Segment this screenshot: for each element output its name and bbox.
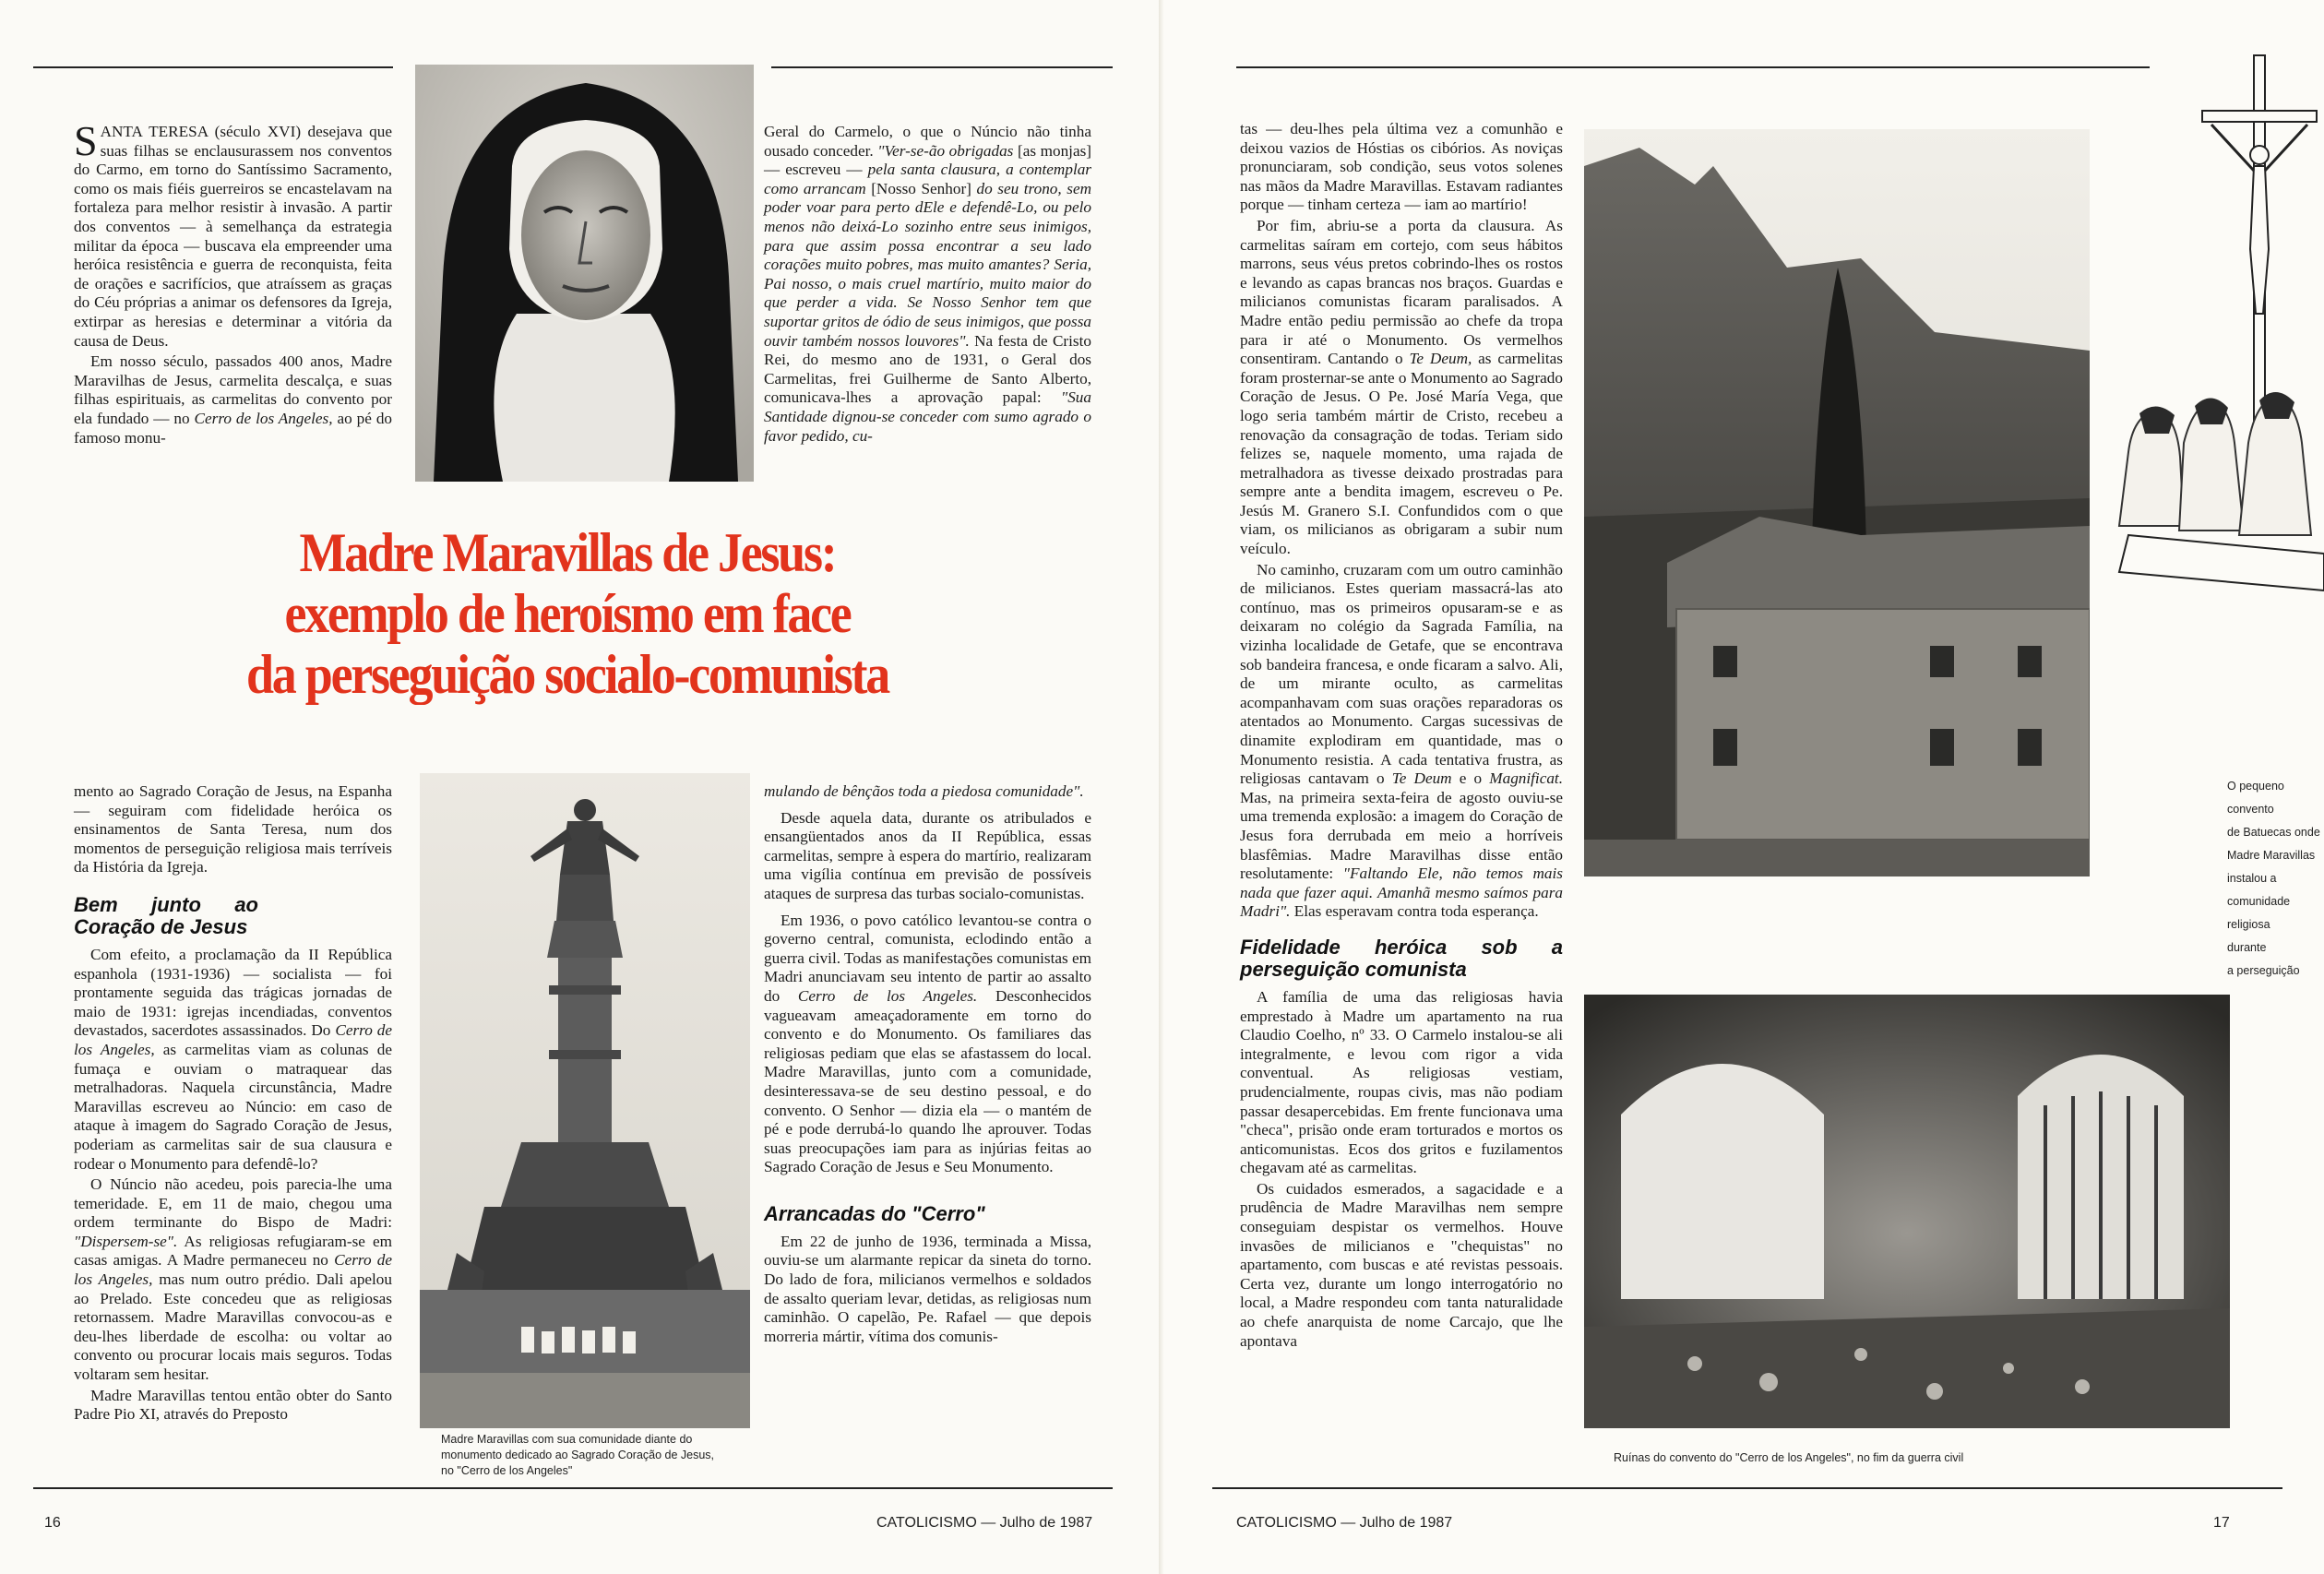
te-deum-emphasis-2: Te Deum xyxy=(1391,769,1452,788)
right-paragraph-1-end: as carmelitas foram prosternar-se ante o Monumento ao Sagrado Coração de Jesus. O Pe. José María Vega, que logo seria também mártir de Cristo, recebeu a renovação da consagração de todas. Teriam sido felizes se, naquele momento, uma rajada de metralhadora as tivesse deixado prostradas para sempre ante a bendita imagem, escreveu o Pe. Jesús M. Granero S.I. Confundidos com o que viam, os milicianos as obrigaram a subir num veículo. xyxy=(1240,350,1563,558)
col3-quote-2: pela santa clausura, a contemplar como arrancam xyxy=(764,161,1091,197)
col3-quote-4: "Sua Santidade dignou-se conceder com sumo agrado o favor pedido, cu- xyxy=(764,388,1091,445)
convent-caption-line-5: comunidade religiosa xyxy=(2227,895,2291,931)
place-name-emphasis: Cerro de los Angeles, xyxy=(194,409,333,427)
body-col1-paragraph-2-end: mas num outro prédio. Dali apelou ao Prelado. Este concedeu que as religiosas retornassem. Madre Maravillas convocou-as e deu-lhes liberdade de escolha: ou voltar ao convento ou procurar locais mais seguros. Todas voltaram sem hesitar. xyxy=(74,1270,392,1384)
body-col1-paragraph-2-mid: As religiosas refugiaram-se em casas amigas. A Madre permaneceu no xyxy=(74,1232,392,1270)
top-rule-left-1 xyxy=(33,66,393,68)
convent-caption xyxy=(2227,775,2324,983)
intro-paragraph-1: ANTA TERESA (século XVI) desejava que suas filhas se enclausurassem nos conventos do Carmo, em torno do Santíssimo Sacramento, como os mais fiéis guerreiros se encastelavam na fortaleza para melhor resistir à invasão. A partir dos conventos — à semelhança da estrategia militar da época — buscava ela empreender uma heróica resistência e guerra de reconquista, feita de orações e sacrifícios, que atraíssem as graças do Céu próprias a animar os defensores da Igreja, extirpar as heresias e determinar a vitória da causa de Deus. xyxy=(74,123,392,350)
te-deum-emphasis: Te Deum, xyxy=(1409,350,1472,368)
intro-column-1 xyxy=(74,117,393,447)
body-col1-paragraph-1: Com efeito, a proclamação da II República espanhola (1931-1936) — socialista — foi prontamente seguida das trágicas jornadas de maio de 1931: igrejas incendiadas, conventos devastados, sacerdotes assassinados. Do xyxy=(74,945,392,1040)
crucifix-with-nuns-illustration xyxy=(2092,37,2324,600)
headline-line-2: exemplo de heroísmo em face xyxy=(284,583,851,644)
article-headline xyxy=(182,522,954,705)
right-column-1 xyxy=(1240,120,1563,1351)
body-col3-paragraph-2-end: Desconhecidos vagueavam ameaçadoramente em torno do convento e do Monumento. Os familiares das religiosas pediam que elas se afastassem do local. Madre Maravillas, junto com a comunidade, desinteressava-se de seu destino pessoal, e do convento. O Senhor — dizia ela — o mantém de pé e pode derrubá-lo quando lhe aprouver. Todas suas preocupações iam para as injúrias feitas ao Sagrado Coração de Jesus e Seu Monumento. xyxy=(764,986,1091,1176)
place-name-emphasis-4: Cerro de los Angeles. xyxy=(797,986,978,1005)
body-col3-paragraph-1: Desde aquela data, durante os atribulados e ensangüentados anos da II República, essas carmelitas, sempre à espera do martírio, realizaram uma vigília contínua em previsão de possíveis ataques de surpresa das turbas socialo-comunistas. xyxy=(764,808,1091,902)
drop-cap: S xyxy=(74,117,98,164)
col3-text-a: Geral do Carmelo, o que o Núncio não tinha ousado conceder. xyxy=(764,123,1091,160)
headline-line-1: Madre Maravillas de Jesus: xyxy=(299,522,836,583)
intro-column-3 xyxy=(764,123,1091,446)
convent-caption-line-1: O pequeno convento xyxy=(2227,780,2284,816)
convent-caption-line-4: instalou a xyxy=(2227,872,2277,885)
place-name-emphasis-2: Cerro de los Angeles, xyxy=(74,1021,392,1058)
place-name-emphasis-3: Cerro de los Angeles, xyxy=(74,1251,392,1289)
body-column-3 xyxy=(764,782,1091,1346)
right-paragraph-2: No caminho, cruzaram com um outro caminhão de milicianos. Estes queriam massacrá-las ato contínuo, mas os primeiros opusaram-se e as deixaram no colégio da Sagrada Família, na vizinha localidade de Getafe, que se encontrava sob bandeira francesa, e onde ficaram a salvo. Ali, de um mirante oculto, as carmelitas acompanhavam com suas orações reparadoras os atentados ao Monumento. Cargas sucessivas de dinamite explodiram em quantidade, mas o Monumento resistia. A cada tentativa frustra, as religiosas cantavam o xyxy=(1240,560,1563,788)
col3-quote-3: do seu trono, sem poder voar para perto dEle e defendê-Lo, ou pelo menos não deixá-Lo sozinho entre seus inimigos, para que assim possa encontrar a seu lado corações muito pobres, mas muito amantes? Seria, Pai nosso, o mais cruel martírio, muito maior do que perder a vida. Se Nosso Senhor tem que suportar gritos de ódio de seus inimigos, que possa ouvir também nossos louvores". xyxy=(764,179,1091,350)
page-number-left: 16 xyxy=(44,1515,61,1531)
page-number-right: 17 xyxy=(2213,1515,2230,1531)
intro-paragraph-2: Em nosso século, passados 400 anos, Madre Maravilhas de Jesus, carmelita descalça, e suas filhas espirituais, as carmelitas do convento por ela fundado — no xyxy=(74,352,392,427)
top-rule-right xyxy=(1236,66,2150,68)
body-col3-paragraph-2: Em 1936, o povo católico levantou-se contra o governo central, comunista, eclodindo então a guerra civil. Todas as manifestações comunistas em Madri anunciavam seu intento de partir ao assalto do xyxy=(764,911,1092,1005)
body-col1-paragraph-3: Madre Maravillas tentou então obter do Santo Padre Pio XI, através do Preposto xyxy=(74,1386,392,1424)
right-paragraph-1: Por fim, abriu-se a porta da clausura. As carmelitas saíram em cortejo, com seus hábitos marrons, seus véus pretos cobrindo-lhes os rostos e levando as capas brancas nos braços. Guardas e milicianos comunistas ficaram paralisados. A Madre então pediu permissão ao chefe da tropa para ir até o Monumento. Os vermelhos consentiram. Cantando o xyxy=(1240,216,1563,368)
top-rule-left-2 xyxy=(771,66,1113,68)
magnificat-emphasis: Magnificat. xyxy=(1489,769,1564,788)
body-col1-paragraph-1-end: as carmelitas viam as colunas de fumaça e ouviam o matraquear das metralhadoras. Naquela circunstância, Madre Maravillas escreveu ao Núncio: em caso de ataque à imagem do Sagrado Coração de Jesus, poderiam as carmelitas sair de sua clausura e rodear o Monumento para defendê-lo? xyxy=(74,1040,392,1173)
ruins-caption: Ruínas do convento do "Cerro de los Angeles", no fim da guerra civil xyxy=(1614,1451,1964,1464)
subhead-fidelidade: Fidelidade heróica sob a perseguição comunista xyxy=(1240,935,1563,981)
col3-text-b: [as monjas] — escreveu — xyxy=(764,141,1091,179)
monument-caption: Madre Maravillas com sua comunidade diante do monumento dedicado ao Sagrado Coração de Jesus, no "Cerro de los Angeles" xyxy=(441,1433,715,1477)
right-paragraph-2-mid: Mas, na primeira sexta-feira de agosto ouviu-se uma tremenda explosão: a imagem do Coração de Jesus fora derrubada em meio a horríveis blasfêmias. Madre Maravilhas disse então resolutamente: xyxy=(1240,788,1563,883)
faltando-ele-quote: "Faltando Ele, não temos mais nada que fazer aqui. Amanhã mesmo saímos para Madri". xyxy=(1240,865,1563,921)
right-page xyxy=(1164,0,2324,1574)
dispersem-quote: "Dispersem-se". xyxy=(74,1232,178,1250)
body-column-1 xyxy=(74,782,392,1425)
convent-caption-line-7: a perseguição xyxy=(2227,964,2300,977)
nun-portrait-photo xyxy=(415,65,754,482)
body-col3-paragraph-3: Em 22 de junho de 1936, terminada a Missa, ouviu-se um alarmante repicar da sineta do torno. Do lado de fora, milicianos vermelhos e soldados de assalto queriam levar, detidas, as religiosas num caminhão. O capelão, Pe. Rafael — que depois morreria mártir, vítima dos comunis- xyxy=(764,1232,1091,1345)
col3-quote-1: "Ver-se-ão obrigadas xyxy=(877,141,1014,160)
col3-text-c: [Nosso Senhor] xyxy=(865,179,977,197)
right-paragraph-3: A família de uma das religiosas havia emprestado à Madre um apartamento na rua Claudio Coelho, nº 33. O Carmelo instalou-se ali integralmente, e levou com rigor a vida conventual. As religiosas vestiam, prudencialmente, roupas civis, mas não podiam passar desapercebidas. Em frente funcionava uma "checa", prisão onde eram torturados e mortos os anticomunistas. Ecos dos gritos e fuzilamentos chegavam até as carmelitas. xyxy=(1240,987,1563,1177)
convent-ruins-photo xyxy=(1584,995,2230,1428)
body-col1-paragraph-0: mento ao Sagrado Coração de Jesus, na Espanha — seguiram com fidelidade heróica os ensinamentos de Santa Teresa, num dos momentos de perseguição religiosa mais terríveis da História da Igreja. xyxy=(74,782,392,876)
convent-caption-line-6: durante xyxy=(2227,941,2267,954)
subhead-bem-junto: Bem junto ao Coração de Jesus xyxy=(74,892,258,938)
right-paragraph-0: tas — deu-lhes pela última vez a comunhão e deixou vazios de Hóstias os cibórios. As noviças pronunciaram, sob condição, seus votos solenes nas mãos da Madre Maravillas. Estavam radiantes porque — tinham certeza — iam ao martírio! xyxy=(1240,120,1563,214)
body-col3-quote-end: mulando de bênçãos toda a piedosa comunidade". xyxy=(764,782,1084,800)
folio-title-right: CATOLICISMO — Julho de 1987 xyxy=(1236,1515,1453,1531)
intro-paragraph-2-end: ao pé do famoso monu- xyxy=(74,409,393,447)
body-col1-paragraph-2: O Núncio não acedeu, pois parecia-lhe uma temeridade. E, em 11 de maio, chegou uma ordem terminante do Bispo de Madri: xyxy=(74,1175,392,1232)
batuecas-convent-photo xyxy=(1584,129,2090,876)
bottom-rule-left xyxy=(33,1487,1113,1489)
right-paragraph-2-and: e o xyxy=(1451,769,1490,788)
right-paragraph-4: Os cuidados esmerados, a sagacidade e a prudência de Madre Maravilhas nem sempre conseguiam despistar os vermelhos. Houve invasões de milicianos e "chequistas" no apartamento, com buscas e até revistas pessoais. Certa vez, durante um longo interrogatório no local, a Madre respondeu com tanta naturalidade ao chefe anarquista de nome Carcajo, que lhe apontava xyxy=(1240,1179,1563,1350)
right-paragraph-2-end: Elas esperavam contra toda esperança. xyxy=(1290,902,1539,921)
col3-text-d: Na festa de Cristo Rei, do mesmo ano de 1931, o Geral dos Carmelitas, frei Guilherme de Santo Alberto, comunicava-lhes a aprovação papal: xyxy=(764,331,1091,407)
convent-caption-line-2: de Batuecas onde xyxy=(2227,826,2320,839)
sacred-heart-monument-photo xyxy=(420,773,750,1428)
headline-line-3: da perseguição socialo-comunista xyxy=(246,644,888,705)
convent-caption-line-3: Madre Maravillas xyxy=(2227,849,2316,862)
subhead-arrancadas: Arrancadas do "Cerro" xyxy=(764,1201,985,1225)
bottom-rule-right xyxy=(1212,1487,2282,1489)
folio-title-left: CATOLICISMO — Julho de 1987 xyxy=(876,1515,1093,1531)
